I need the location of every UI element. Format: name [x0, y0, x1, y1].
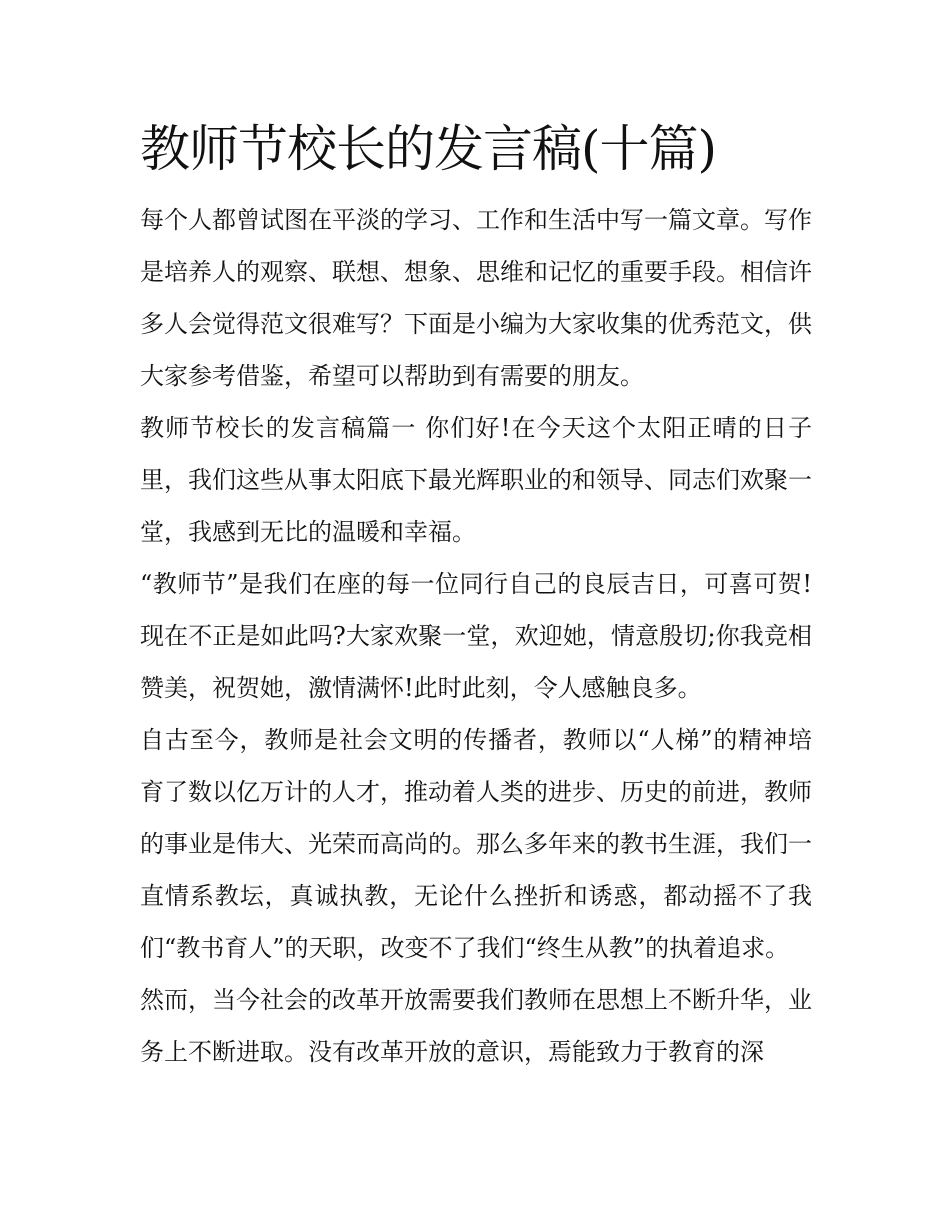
document-page: [140, 118, 812, 1078]
paragraph-teachers-day: “教师节”是我们在座的每一位同行自己的良辰吉日，可喜可贺!现在不正是如此吗?大家欢聚一堂，欢迎她，情意殷切;你我竞相赞美，祝贺她，激情满怀!此时此刻，令人感触良多。: [140, 570, 812, 702]
paragraph-reform: 然而，当今社会的改革开放需要我们教师在思想上不断升华，业务上不断进取。没有改革开放的意识，焉能致力于教育的深: [140, 986, 812, 1066]
paragraph-teacher-role: 自古至今，教师是社会文明的传播者，教师以“人梯”的精神培育了数以亿万计的人才，推动着人类的进步、历史的前进，教师的事业是伟大、光荣而高尚的。那么多年来的教书生涯，我们一直情系教坛，真诚执教，无论什么挫折和诱惑，都动摇不了我们“教书育人”的天职，改变不了我们“终生从教”的执着追求。: [140, 726, 812, 962]
document-title: 教师节校长的发言稿(十篇): [140, 120, 717, 178]
paragraph-speech-opening: 教师节校长的发言稿篇一 你们好!在今天这个太阳正晴的日子里，我们这些从事太阳底下最光辉职业的和领导、同志们欢聚一堂，我感到无比的温暖和幸福。: [140, 414, 812, 546]
paragraph-intro: 每个人都曾试图在平淡的学习、工作和生活中写一篇文章。写作是培养人的观察、联想、想象、思维和记忆的重要手段。相信许多人会觉得范文很难写？下面是小编为大家收集的优秀范文，供大家参考借鉴，希望可以帮助到有需要的朋友。: [140, 206, 812, 390]
